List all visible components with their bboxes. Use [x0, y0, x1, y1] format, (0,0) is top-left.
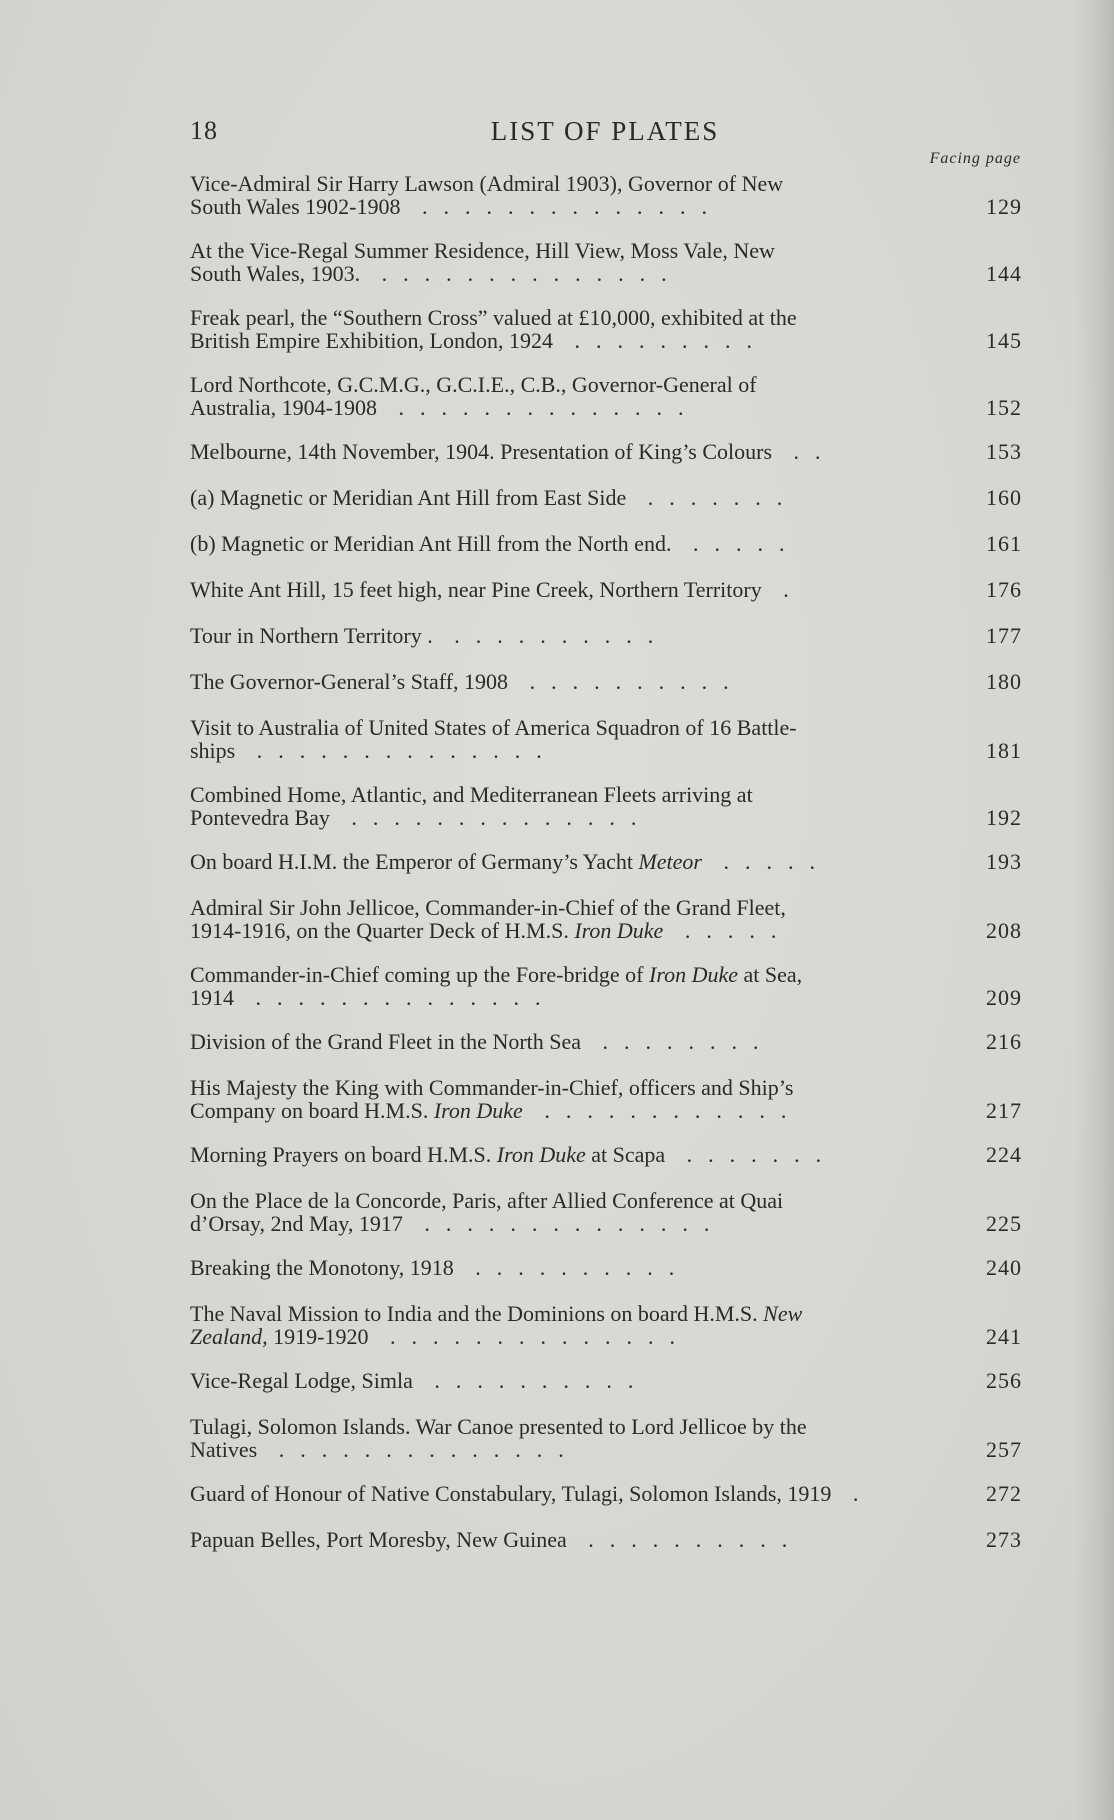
caption-line	[190, 715, 952, 740]
plate-caption	[190, 1189, 970, 1235]
plate-entry	[190, 670, 1022, 693]
plate-entry	[190, 1415, 1022, 1461]
leader-dots: .....	[663, 918, 793, 943]
leader-dots: .	[831, 1481, 875, 1506]
caption-text: Admiral Sir John Jellicoe, Commander-in-Chief of the Grand Fleet,	[190, 895, 786, 920]
caption-line	[190, 485, 952, 510]
plate-caption	[190, 1369, 970, 1392]
leader-dots: ............	[522, 1098, 803, 1123]
caption-text: Morning Prayers on board H.M.S.	[190, 1142, 492, 1167]
facing-page-number: 217	[986, 1098, 1022, 1123]
caption-text: Commander-in-Chief coming up the Fore-bridge of	[190, 962, 644, 987]
plate-entry	[190, 239, 1022, 285]
caption-line	[190, 439, 952, 464]
caption-line	[190, 1211, 952, 1236]
plate-caption	[190, 1482, 970, 1505]
caption-line	[190, 238, 952, 263]
caption-line	[190, 1142, 952, 1167]
caption-line	[190, 669, 952, 694]
plate-entry	[190, 716, 1022, 762]
caption-line	[190, 805, 952, 830]
leader-dots: ..	[772, 439, 837, 464]
plate-caption	[190, 1076, 970, 1122]
leader-dots: .	[761, 577, 805, 602]
facing-page-number: 176	[986, 577, 1022, 602]
plate-caption	[190, 1256, 970, 1279]
caption-line	[190, 1255, 952, 1280]
caption-line	[190, 395, 952, 420]
caption-line	[190, 1527, 952, 1552]
facing-page-number: 192	[986, 805, 1022, 830]
plate-caption	[190, 172, 970, 218]
leader-dots: ..............	[360, 261, 683, 286]
plate-caption	[190, 716, 970, 762]
plate-caption	[190, 486, 970, 509]
caption-ship-name: Zealand,	[190, 1324, 268, 1349]
caption-line	[190, 738, 952, 763]
facing-page-number: 208	[986, 918, 1022, 943]
leader-dots: ..............	[234, 985, 557, 1010]
facing-page-number: 177	[986, 623, 1022, 648]
facing-page-number: 256	[986, 1368, 1022, 1393]
caption-text: Vice-Admiral Sir Harry Lawson (Admiral 1903), Governor of New	[190, 171, 784, 196]
plate-entry	[190, 850, 1022, 873]
plate-entry	[190, 486, 1022, 509]
caption-text: 1919-1920	[273, 1324, 369, 1349]
caption-ship-name: New	[763, 1301, 803, 1326]
plate-entry	[190, 1528, 1022, 1551]
caption-line	[190, 531, 952, 556]
leader-dots: .....	[671, 531, 801, 556]
plate-entry	[190, 172, 1022, 218]
plate-caption	[190, 373, 970, 419]
plate-entry	[190, 532, 1022, 555]
caption-text: d’Orsay, 2nd May, 1917	[190, 1211, 403, 1236]
caption-line	[190, 372, 952, 397]
facing-page-number: 240	[986, 1255, 1022, 1280]
caption-line	[190, 1368, 952, 1393]
caption-text: Breaking the Monotony, 1918	[190, 1255, 454, 1280]
caption-text: The Naval Mission to India and the Dominions on board H.M.S.	[190, 1301, 758, 1326]
caption-line	[190, 1188, 952, 1213]
plates-list	[190, 172, 1022, 1574]
caption-text: Melbourne, 14th November, 1904. Presentation of King’s Colours	[190, 439, 773, 464]
caption-line	[190, 328, 952, 353]
leader-dots: ..............	[329, 805, 653, 830]
caption-text: South Wales 1902-1908	[190, 194, 401, 219]
plate-entry	[190, 783, 1022, 829]
plate-entry	[190, 1143, 1022, 1166]
caption-text: His Majesty the King with Commander-in-Chief, officers and Ship’s	[190, 1075, 794, 1100]
caption-text: Lord Northcote, G.C.M.G., G.C.I.E., C.B., Governor-General of	[190, 372, 757, 397]
caption-line	[190, 1301, 952, 1326]
leader-dots: .......	[665, 1142, 838, 1167]
caption-line	[190, 1481, 952, 1506]
caption-line	[190, 261, 952, 286]
facing-page-number: 180	[986, 669, 1022, 694]
leader-dots: ........	[581, 1029, 775, 1054]
facing-page-number: 257	[986, 1437, 1022, 1462]
plate-caption	[190, 963, 970, 1009]
caption-text: Company on board H.M.S.	[190, 1098, 429, 1123]
page-number: 18	[190, 116, 218, 145]
page-title: LIST OF PLATES	[490, 116, 720, 146]
caption-line	[190, 171, 952, 196]
facing-page-number: 216	[986, 1029, 1022, 1054]
caption-text: British Empire Exhibition, London, 1924	[190, 328, 553, 353]
caption-line	[190, 782, 952, 807]
leader-dots: ..........	[453, 1255, 691, 1280]
caption-ship-name: Iron Duke	[574, 918, 664, 943]
facing-page-number: 152	[986, 395, 1022, 420]
caption-text: On the Place de la Concorde, Paris, after Allied Conference at Quai	[190, 1188, 784, 1213]
caption-ship-name: Iron Duke	[649, 962, 739, 987]
leader-dots: ..........	[412, 1368, 650, 1393]
plate-caption	[190, 578, 970, 601]
plate-entry	[190, 1076, 1022, 1122]
caption-line	[190, 194, 952, 219]
plate-caption	[190, 239, 970, 285]
caption-ship-name: Meteor	[638, 849, 702, 874]
facing-page-number: 273	[986, 1527, 1022, 1552]
facing-page-number: 161	[986, 531, 1022, 556]
plate-entry	[190, 896, 1022, 942]
caption-text: Freak pearl, the “Southern Cross” valued at £10,000, exhibited at the	[190, 305, 797, 330]
caption-line	[190, 1437, 952, 1462]
leader-dots: ..............	[376, 395, 700, 420]
plate-entry	[190, 1030, 1022, 1053]
leader-dots: ..........	[508, 669, 745, 694]
caption-line	[190, 577, 952, 602]
caption-text: Guard of Honour of Native Constabulary, Tulagi, Solomon Islands, 1919	[190, 1481, 832, 1506]
caption-text: at Sea,	[743, 962, 803, 987]
facing-page-number: 181	[986, 738, 1022, 763]
caption-line	[190, 623, 952, 648]
plate-caption	[190, 1415, 970, 1461]
leader-dots: .....	[702, 849, 831, 874]
caption-text: On board H.I.M. the Emperor of Germany’s Yacht	[190, 849, 633, 874]
facing-page-number: 160	[986, 485, 1022, 510]
facing-page-number: 241	[986, 1324, 1022, 1349]
caption-line	[190, 918, 952, 943]
plate-entry	[190, 1302, 1022, 1348]
caption-text: Tour in Northern Territory .	[190, 623, 433, 648]
caption-line	[190, 985, 952, 1010]
caption-line	[190, 305, 952, 330]
caption-text: Vice-Regal Lodge, Simla	[190, 1368, 413, 1393]
caption-line	[190, 962, 952, 987]
caption-line	[190, 1324, 952, 1349]
facing-page-label: Facing page	[929, 150, 1021, 167]
plate-caption	[190, 1528, 970, 1551]
caption-line	[190, 1029, 952, 1054]
plate-entry	[190, 1482, 1022, 1505]
caption-text: (b) Magnetic or Meridian Ant Hill from the North end.	[190, 531, 672, 556]
caption-text: Pontevedra Bay	[190, 805, 330, 830]
caption-line	[190, 895, 952, 920]
plate-caption	[190, 850, 970, 873]
leader-dots: .......	[626, 485, 799, 510]
caption-ship-name: Iron Duke	[496, 1142, 586, 1167]
leader-dots: ..............	[257, 1437, 580, 1462]
caption-line	[190, 1414, 952, 1439]
plate-caption	[190, 624, 970, 647]
plate-caption	[190, 1302, 970, 1348]
caption-text: Visit to Australia of United States of America Squadron of 16 Battle-	[190, 715, 797, 740]
leader-dots: ..........	[432, 623, 670, 648]
plate-entry	[190, 1256, 1022, 1279]
caption-text: at Scapa	[591, 1142, 666, 1167]
plate-entry	[190, 578, 1022, 601]
plate-entry	[190, 373, 1022, 419]
plate-entry	[190, 963, 1022, 1009]
leader-dots: ..........	[566, 1527, 804, 1552]
facing-page-number: 209	[986, 985, 1022, 1010]
facing-page-number: 145	[986, 328, 1022, 353]
caption-ship-name: Iron Duke	[433, 1098, 523, 1123]
caption-line	[190, 1098, 952, 1123]
caption-text: Combined Home, Atlantic, and Mediterranean Fleets arriving at	[190, 782, 753, 807]
caption-line	[190, 1075, 952, 1100]
caption-text: (a) Magnetic or Meridian Ant Hill from East Side	[190, 485, 627, 510]
plate-caption	[190, 1030, 970, 1053]
caption-text: Natives	[190, 1437, 258, 1462]
plate-caption	[190, 306, 970, 352]
facing-page-number: 193	[986, 849, 1022, 874]
leader-dots: ..............	[368, 1324, 691, 1349]
facing-page-number: 144	[986, 261, 1022, 286]
facing-page-number: 129	[986, 194, 1022, 219]
facing-page-number: 272	[986, 1481, 1022, 1506]
caption-text: 1914-1916, on the Quarter Deck of H.M.S.	[190, 918, 569, 943]
plate-entry	[190, 440, 1022, 463]
facing-page-number: 225	[986, 1211, 1022, 1236]
caption-text: At the Vice-Regal Summer Residence, Hill View, Moss Vale, New	[190, 238, 775, 263]
caption-text: White Ant Hill, 15 feet high, near Pine Creek, Northern Territory	[190, 577, 762, 602]
plate-caption	[190, 440, 970, 463]
plate-caption	[190, 896, 970, 942]
caption-line	[190, 849, 952, 874]
caption-text: ships	[190, 738, 236, 763]
leader-dots: ..............	[235, 738, 558, 763]
caption-text: Australia, 1904-1908	[190, 395, 377, 420]
caption-text: Division of the Grand Fleet in the North Sea	[190, 1029, 582, 1054]
facing-page-number: 224	[986, 1142, 1022, 1167]
caption-text: South Wales, 1903.	[190, 261, 361, 286]
caption-text: The Governor-General’s Staff, 1908	[190, 669, 509, 694]
caption-text: 1914	[190, 985, 234, 1010]
plate-entry	[190, 624, 1022, 647]
leader-dots: ..............	[400, 194, 723, 219]
caption-text: Papuan Belles, Port Moresby, New Guinea	[190, 1527, 567, 1552]
page-header	[190, 112, 1020, 156]
plate-caption	[190, 1143, 970, 1166]
leader-dots: .........	[552, 328, 768, 353]
plate-entry	[190, 1189, 1022, 1235]
facing-page-number: 153	[986, 439, 1022, 464]
plate-entry	[190, 306, 1022, 352]
plate-caption	[190, 532, 970, 555]
plate-caption	[190, 783, 970, 829]
plate-caption	[190, 670, 970, 693]
plate-entry	[190, 1369, 1022, 1392]
leader-dots: ..............	[402, 1211, 726, 1236]
page-edge-shadow	[1074, 0, 1114, 1820]
caption-text: Tulagi, Solomon Islands. War Canoe presented to Lord Jellicoe by the	[190, 1414, 807, 1439]
